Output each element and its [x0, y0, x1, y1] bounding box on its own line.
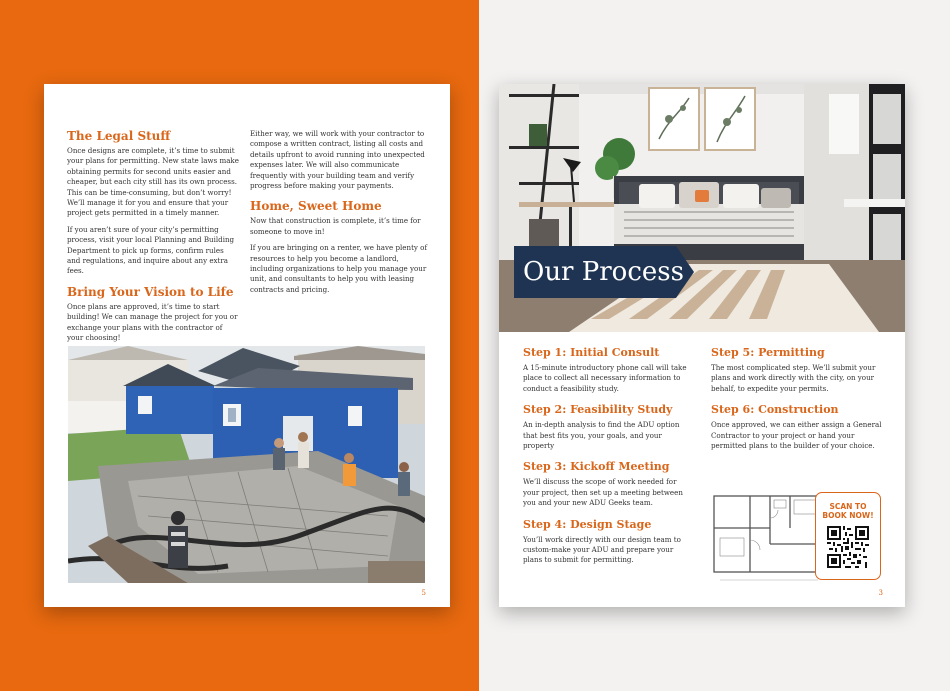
step-2: [523, 403, 691, 451]
either-way-paragraph: Either way, we will work with your contractor to compose a written contract, listing all costs and details upfront to avoid running into unexpected expenses later. We will also communicate frequently with your building team and verify progress before making your payments.: [250, 129, 425, 191]
brochure-page-right: [499, 84, 905, 607]
legal-paragraph-2: If you aren’t sure of your city’s permitting process, visit your local Planning and Building Department to pick up forms, confirm rules and regulations, and inquire about any extra fees.: [67, 224, 235, 276]
legal-paragraph-1: Once designs are complete, it’s time to submit your plans for permitting. New state laws make obtaining permits for second units easier and cheaper, but each city still has its own process. This can be time-consuming, but don’t worry! We’ll manage it for you and ensure that your project gets permitted in a timely manner.: [67, 146, 239, 218]
step-title: Step 2: Feasibility Study: [523, 403, 673, 417]
process-title: Our Process: [523, 257, 684, 287]
right-column: [250, 129, 428, 295]
step-text: A 15-minute introductory phone call will take place to collect all necessary information to conduct a feasibility study.: [523, 363, 687, 393]
left-column: [67, 129, 239, 344]
step-title: Step 1: Initial Consult: [523, 346, 660, 359]
step-text: You’ll work directly with our design team to custom-make your ADU and prepare your plans to submit for permitting.: [523, 534, 681, 565]
qr-code-icon[interactable]: [827, 526, 869, 568]
home-paragraph-2: If you are bringing on a renter, we have plenty of resources to help you become a landlord, including organizations to help you manage your unit, and consultants to help you with leasing contracts and pricing.: [250, 243, 428, 294]
step-title: Step 6: Construction: [711, 403, 839, 417]
step-text: An in-depth analysis to find the ADU option that best fits you, your goals, and your property: [523, 420, 680, 451]
step-6: [711, 403, 883, 451]
floor-plan-drawing: [710, 488, 828, 584]
legal-heading: The Legal Stuff: [67, 129, 171, 143]
step-1: [523, 346, 691, 394]
construction-photo: [68, 346, 425, 583]
step-3: [523, 460, 691, 508]
steps-left-column: [523, 346, 691, 575]
step-text: Once approved, we can either assign a General Contractor to your project or hand your permitted plans to the builder of your choice.: [711, 420, 882, 451]
steps-right-column: [711, 346, 883, 460]
vision-heading: Bring Your Vision to Life: [67, 284, 234, 299]
scan-to-book-card: [815, 492, 881, 580]
step-title: Step 4: Design Stage: [523, 517, 652, 531]
home-paragraph-1: Now that construction is complete, it’s time for someone to move in!: [250, 216, 421, 236]
step-5: [711, 346, 883, 394]
step-4: [523, 518, 691, 566]
scan-label-line2: BOOK NOW!: [822, 511, 874, 520]
step-title: Step 3: Kickoff Meeting: [523, 460, 670, 474]
brochure-page-left: [44, 84, 450, 607]
home-heading: Home, Sweet Home: [250, 199, 382, 214]
vision-paragraph: Once plans are approved, it’s time to start building! We can manage the project for you or exchange your plans with the contractor of your choosing!: [67, 301, 238, 343]
step-text: We’ll discuss the scope of work needed for your project, then set up a meeting between you and your new ADU Geeks team.: [523, 477, 683, 508]
scan-label-line1: SCAN TO: [829, 502, 867, 511]
step-title: Step 5: Permitting: [711, 346, 825, 359]
step-text: The most complicated step. We’ll submit your plans and work directly with the city, on your behalf, to expedite your permits.: [711, 363, 876, 393]
page-number-right: 3: [878, 589, 883, 597]
page-number-left: 5: [421, 589, 426, 597]
